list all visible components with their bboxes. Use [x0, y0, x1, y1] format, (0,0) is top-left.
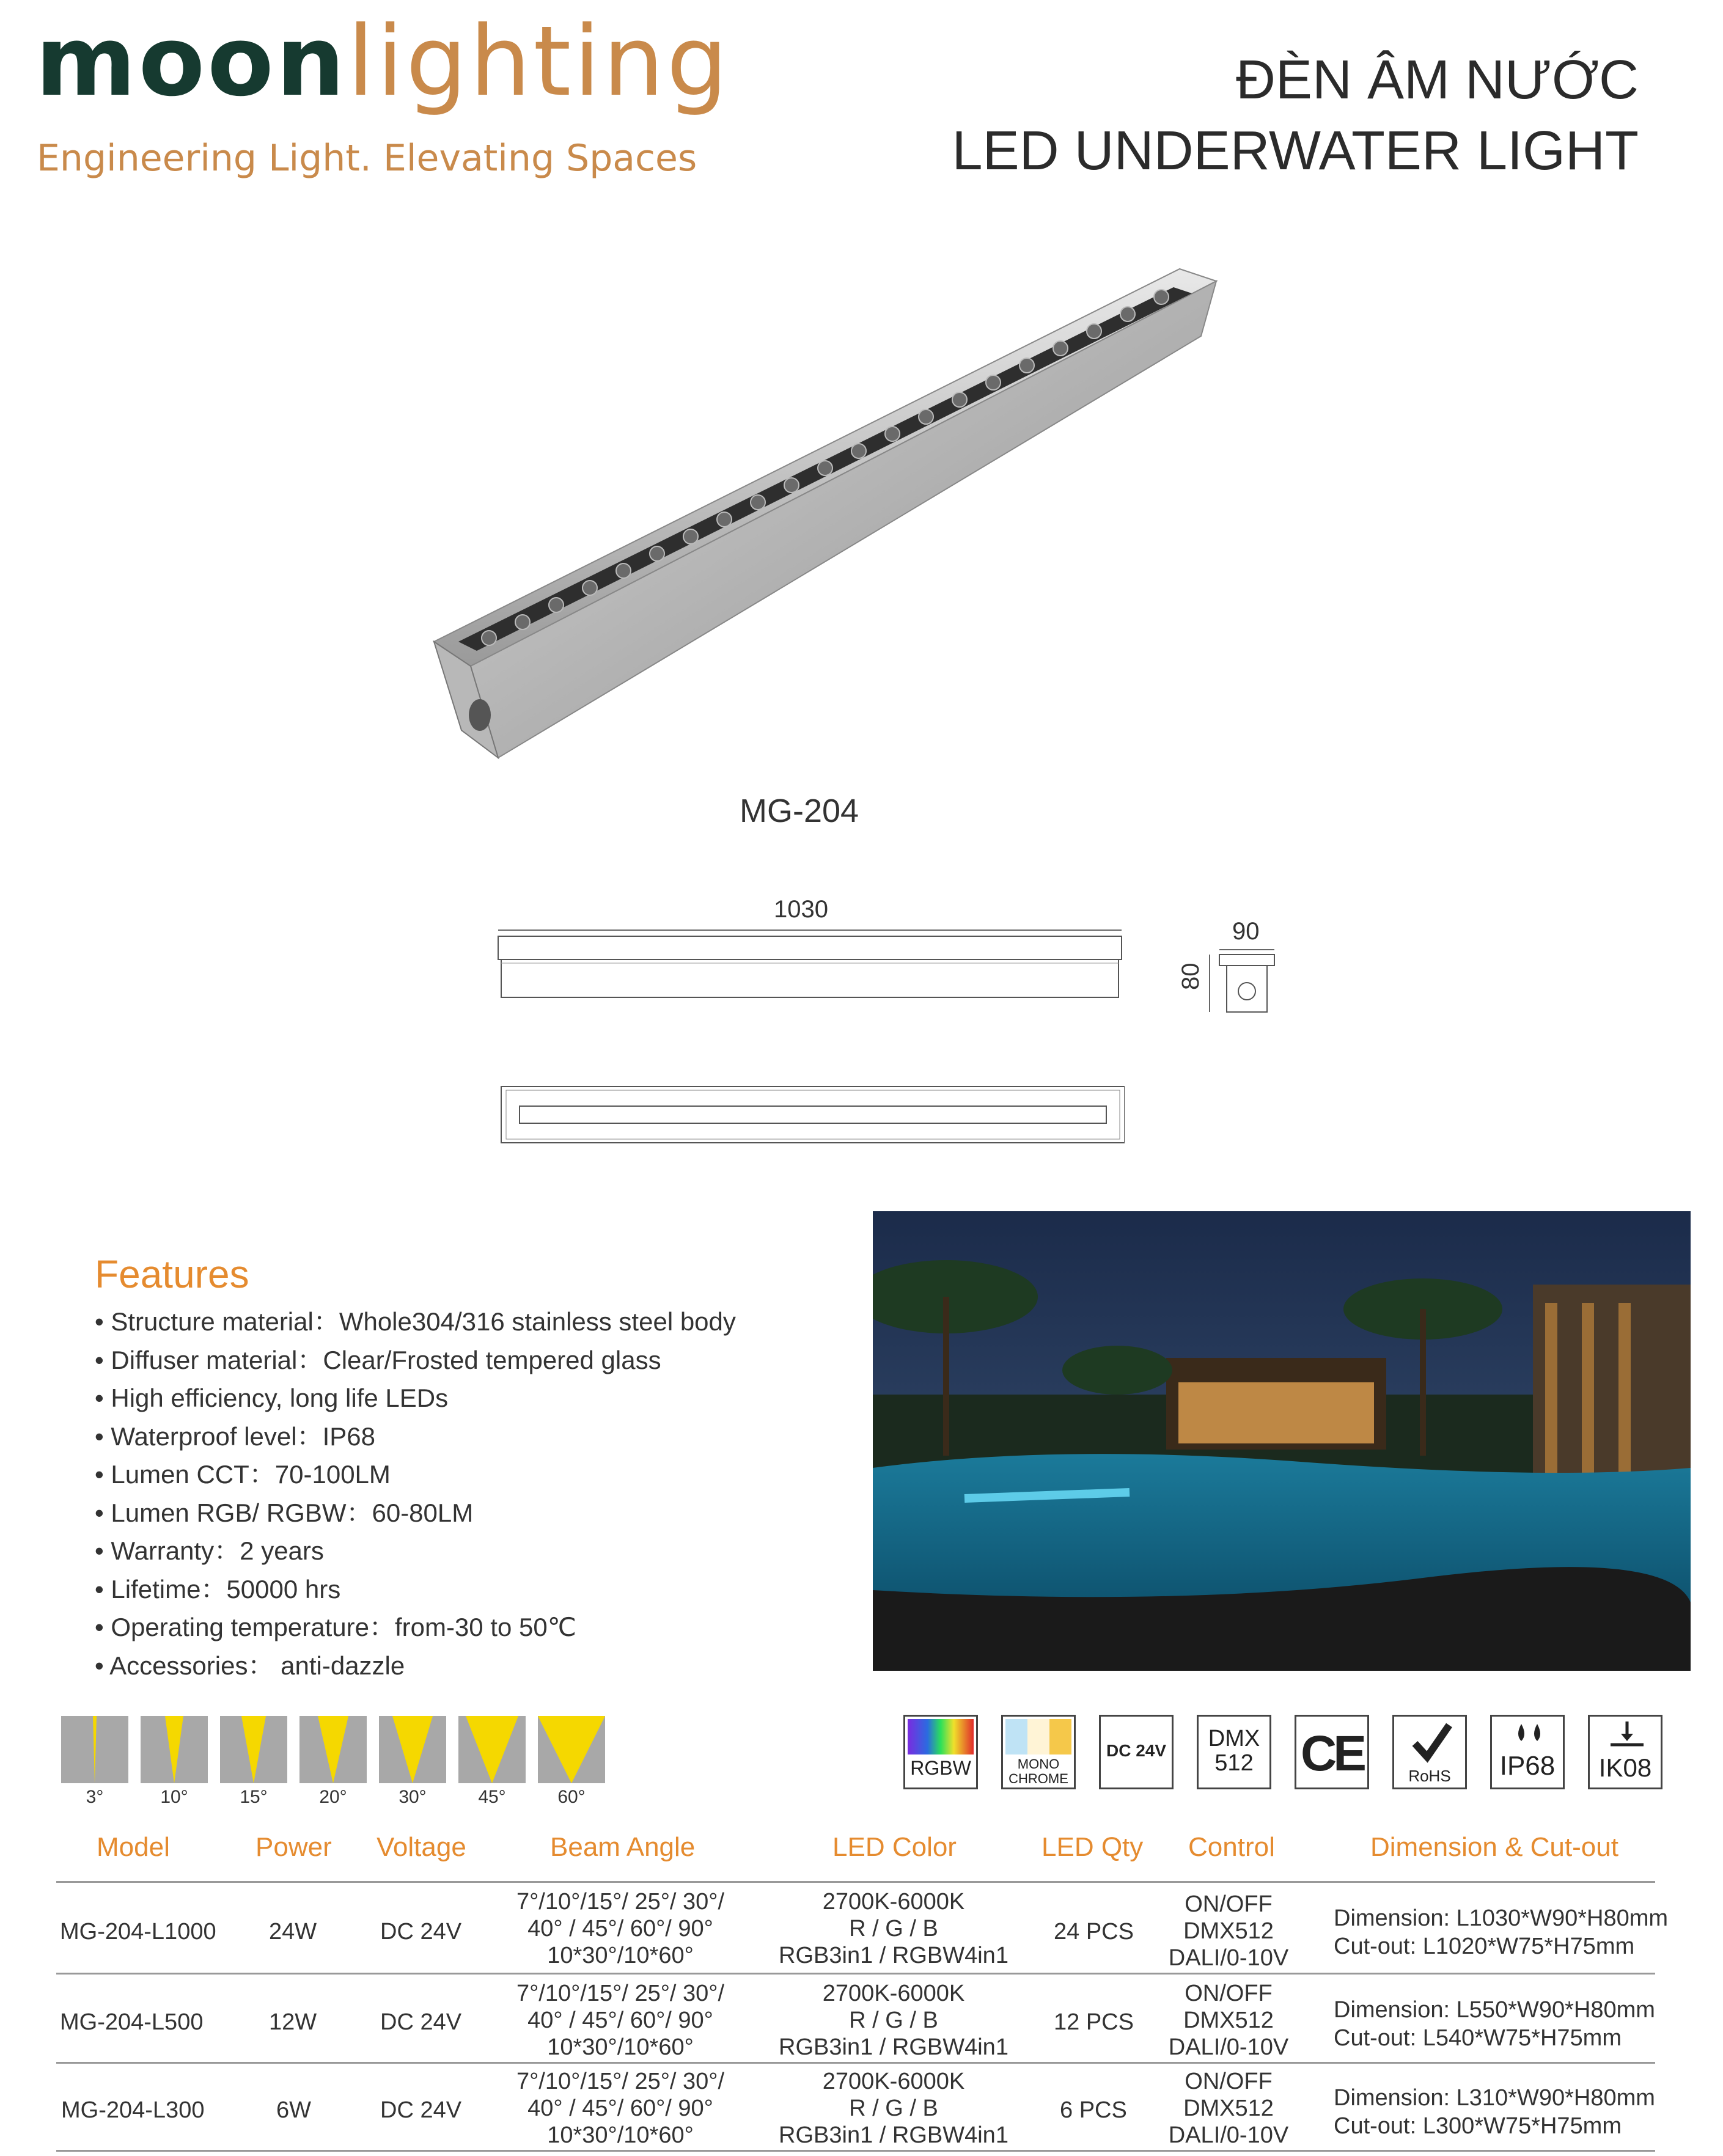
- control-line: DALI/0-10V: [1168, 2034, 1289, 2060]
- logo-word-moon: moon: [35, 6, 348, 118]
- cell-power: 6W: [276, 2097, 311, 2123]
- product-image: [428, 263, 1229, 764]
- cell-beam-angle: [498, 1888, 743, 1969]
- control-line: ON/OFF: [1185, 1891, 1273, 1917]
- brand-logo: [35, 6, 730, 118]
- application-photo: [873, 1211, 1691, 1671]
- header-voltage: Voltage: [377, 1832, 466, 1862]
- beam-20-icon: [299, 1716, 367, 1783]
- monochrome-icon: [1001, 1715, 1076, 1789]
- cell-voltage: DC 24V: [380, 2009, 462, 2035]
- ip-label: IP68: [1499, 1751, 1556, 1781]
- product-model-name: MG-204: [740, 793, 859, 829]
- color-line: R / G / B: [849, 2008, 938, 2033]
- cell-dimension: [1334, 1996, 1655, 2052]
- dimension-length-label: 1030: [774, 896, 828, 923]
- cell-led-color: [771, 1888, 1016, 1969]
- dimension-line: Dimension: L550*W90*H80mm: [1334, 1997, 1655, 2023]
- control-line: DMX512: [1183, 2096, 1274, 2121]
- rgbw-label: RGBW: [910, 1757, 971, 1779]
- dimension-line: Dimension: L310*W90*H80mm: [1334, 2085, 1655, 2111]
- features-list: [95, 1303, 736, 1685]
- dimension-line: Dimension: L1030*W90*H80mm: [1334, 1905, 1669, 1931]
- table-divider: [56, 2062, 1655, 2064]
- beam-label: 20°: [319, 1787, 347, 1807]
- table-divider: [56, 2150, 1655, 2152]
- dimension-line: Cut-out: L1020*W75*H75mm: [1334, 1934, 1635, 1959]
- dimension-line: Cut-out: L540*W75*H75mm: [1334, 2025, 1622, 2051]
- control-line: DMX512: [1183, 2008, 1274, 2033]
- beam-45-icon: [458, 1716, 526, 1783]
- dc-24v-icon: [1099, 1715, 1174, 1789]
- rgbw-icon: [903, 1715, 978, 1789]
- ik-label: IK08: [1598, 1753, 1652, 1782]
- feature-item: • Diffuser material：Clear/Frosted tempered glass: [95, 1341, 736, 1380]
- cell-model: MG-204-L300: [61, 2097, 205, 2123]
- dimension-width-label: 90: [1232, 918, 1260, 945]
- color-line: RGB3in1 / RGBW4in1: [779, 2122, 1008, 2148]
- logo-word-lighting: lighting: [347, 6, 730, 118]
- dmx-label-2: 512: [1214, 1750, 1254, 1776]
- color-line: RGB3in1 / RGBW4in1: [779, 2034, 1008, 2060]
- beam-label: 10°: [160, 1787, 188, 1807]
- side-view-drawing: [489, 929, 1125, 1149]
- brand-tagline: Engineering Light. Elevating Spaces: [37, 137, 697, 180]
- cell-control: [1155, 1891, 1302, 1971]
- table-divider: [56, 1973, 1655, 1975]
- ik08-icon: [1588, 1715, 1662, 1789]
- beam-label: 45°: [478, 1787, 506, 1807]
- cell-led-qty: 12 PCS: [1054, 2009, 1134, 2035]
- feature-item: • Accessories： anti-dazzle: [95, 1647, 736, 1685]
- beam-line: 7°/10°/15°/ 25°/ 30°/: [516, 1981, 725, 2006]
- cell-power: 12W: [269, 2009, 317, 2035]
- color-line: 2700K-6000K: [822, 2069, 965, 2094]
- cell-model: MG-204-L1000: [60, 1919, 216, 1945]
- header-dimension: Dimension & Cut-out: [1370, 1832, 1618, 1862]
- ce-mark-icon: [1295, 1715, 1369, 1789]
- mono-label-2: CHROME: [1008, 1771, 1068, 1786]
- cell-beam-angle: [498, 2068, 743, 2149]
- feature-item: • Operating temperature：from-30 to 50℃: [95, 1608, 736, 1647]
- cell-control: [1155, 1980, 1302, 2061]
- cell-power: 24W: [269, 1919, 317, 1945]
- control-line: DMX512: [1183, 1918, 1274, 1944]
- cell-led-qty: 6 PCS: [1060, 2097, 1127, 2123]
- cell-led-qty: 24 PCS: [1054, 1919, 1134, 1945]
- beam-line: 10*30°/10*60°: [547, 1943, 694, 1968]
- table-divider: [56, 1881, 1655, 1883]
- feature-item: • Lumen CCT：70-100LM: [95, 1456, 736, 1494]
- color-line: R / G / B: [849, 1916, 938, 1942]
- beam-15-icon: [220, 1716, 287, 1783]
- header-control: Control: [1188, 1832, 1275, 1862]
- beam-30-icon: [379, 1716, 446, 1783]
- beam-line: 40° / 45°/ 60°/ 90°: [527, 2008, 713, 2033]
- dimension-height-label: 80: [1177, 963, 1204, 990]
- cell-led-color: [771, 1980, 1016, 2061]
- beam-line: 10*30°/10*60°: [547, 2034, 694, 2060]
- beam-line: 7°/10°/15°/ 25°/ 30°/: [516, 2069, 725, 2094]
- dmx512-icon: [1197, 1715, 1271, 1789]
- beam-label: 30°: [399, 1787, 427, 1807]
- control-line: DALI/0-10V: [1168, 1945, 1289, 1971]
- ce-label: CE: [1301, 1726, 1363, 1781]
- header-led-qty: LED Qty: [1042, 1832, 1144, 1862]
- header-beam-angle: Beam Angle: [550, 1832, 696, 1862]
- color-line: 2700K-6000K: [822, 1889, 965, 1915]
- beam-60-icon: [538, 1716, 605, 1783]
- title-vietnamese: ĐÈN ÂM NƯỚC: [1235, 50, 1639, 111]
- header-model: Model: [97, 1832, 170, 1862]
- dc-label: DC 24V: [1106, 1741, 1167, 1760]
- beam-label: 60°: [557, 1787, 586, 1807]
- mono-label-1: MONO: [1017, 1756, 1060, 1772]
- beam-3-icon: [61, 1716, 128, 1783]
- rohs-label: RoHS: [1408, 1767, 1451, 1785]
- control-line: DALI/0-10V: [1168, 2122, 1289, 2148]
- control-line: ON/OFF: [1185, 1981, 1273, 2006]
- cell-voltage: DC 24V: [380, 1919, 462, 1945]
- end-view-drawing: [1207, 947, 1280, 1014]
- header-led-color: LED Color: [832, 1832, 957, 1862]
- led-row: [482, 290, 1169, 645]
- color-line: RGB3in1 / RGBW4in1: [779, 1943, 1008, 1968]
- feature-item: • Warranty：2 years: [95, 1532, 736, 1571]
- beam-label: 3°: [86, 1787, 104, 1807]
- beam-10-icon: [141, 1716, 208, 1783]
- feature-item: • High efficiency, long life LEDs: [95, 1379, 736, 1418]
- cell-dimension: [1334, 1904, 1668, 1960]
- cell-beam-angle: [498, 1980, 743, 2061]
- control-line: ON/OFF: [1185, 2069, 1273, 2094]
- dimension-line: Cut-out: L300*W75*H75mm: [1334, 2113, 1622, 2139]
- beam-line: 7°/10°/15°/ 25°/ 30°/: [516, 1889, 725, 1915]
- header-power: Power: [255, 1832, 332, 1862]
- color-line: R / G / B: [849, 2096, 938, 2121]
- beam-line: 40° / 45°/ 60°/ 90°: [527, 2096, 713, 2121]
- dmx-label-1: DMX: [1208, 1726, 1260, 1751]
- feature-item: • Structure material：Whole304/316 stainless steel body: [95, 1303, 736, 1341]
- feature-item: • Lumen RGB/ RGBW：60-80LM: [95, 1494, 736, 1533]
- cell-model: MG-204-L500: [60, 2009, 204, 2035]
- cell-dimension: [1334, 2084, 1655, 2140]
- title-english: LED UNDERWATER LIGHT: [952, 120, 1639, 182]
- beam-line: 10*30°/10*60°: [547, 2122, 694, 2148]
- feature-item: • Lifetime：50000 hrs: [95, 1571, 736, 1609]
- ip68-icon: [1490, 1715, 1565, 1789]
- feature-item: • Waterproof level：IP68: [95, 1418, 736, 1456]
- rohs-icon: [1392, 1715, 1467, 1789]
- cell-voltage: DC 24V: [380, 2097, 462, 2123]
- beam-line: 40° / 45°/ 60°/ 90°: [527, 1916, 713, 1942]
- features-heading: Features: [95, 1252, 249, 1296]
- color-line: 2700K-6000K: [822, 1981, 965, 2006]
- beam-label: 15°: [240, 1787, 268, 1807]
- cell-led-color: [771, 2068, 1016, 2149]
- cell-control: [1155, 2068, 1302, 2149]
